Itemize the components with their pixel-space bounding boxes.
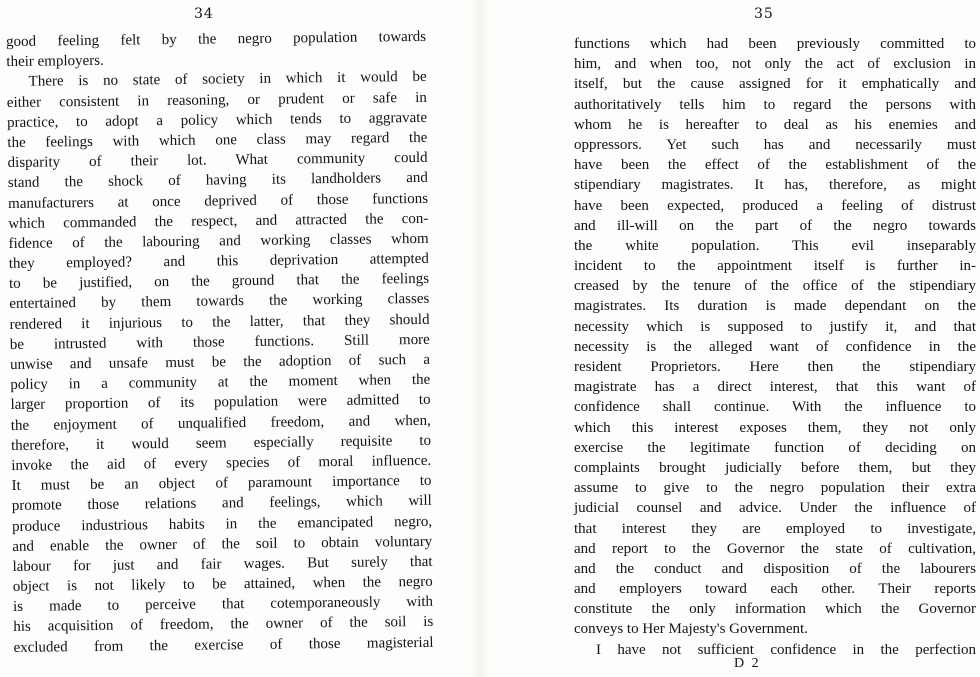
text-line: the white population. This evil inseparably	[574, 237, 976, 254]
text-line: their employers.	[6, 52, 104, 71]
right-page-number: 35	[754, 6, 774, 22]
text-line: magistrates. Its duration is made dependant on the	[574, 298, 976, 315]
text-line: they employed? and this deprivation attempted	[8, 250, 429, 273]
text-line: have been expected, produced a feeling of distrust	[574, 197, 976, 214]
text-line: which this interest exposes them, they not only	[574, 419, 976, 436]
text-line: stipendiary magistrates. It has, therefore, as might	[574, 177, 976, 194]
text-line: labour for just and fair wages. But surely that	[12, 553, 433, 575]
text-line: that interest they are employed to investigate,	[574, 520, 976, 537]
text-line: functions which had been previously committed to	[574, 36, 976, 52]
text-line: exercise the legitimate function of deciding on	[574, 439, 976, 456]
printer-signature-mark: D 2	[734, 656, 761, 671]
text-line: to be justified, on the ground that the feelings	[8, 271, 430, 293]
text-line: either consistent in reasoning, or prudent or safe in	[6, 89, 427, 111]
text-line: assume to give to the negro population their extra	[574, 480, 976, 497]
text-line: oppressors. Yet such has and necessarily must	[574, 136, 976, 153]
text-line: and report to the Governor the state of cultivation,	[574, 540, 976, 557]
text-line: produce industrious habits in the emancipated negro,	[11, 513, 433, 535]
text-line: whom he is hereafter to deal as his enemies and	[574, 116, 976, 133]
text-line: invoke the aid of every species of moral influence.	[11, 452, 432, 474]
text-line: judicial counsel and advice. Under the influence of	[574, 500, 976, 517]
left-page	[0, 0, 470, 677]
text-line: which commanded the respect, and attracted the con-	[8, 210, 429, 232]
text-line: stand the shock of having its landholders and	[7, 170, 428, 192]
text-line: conveys to Her Majesty's Government.	[574, 621, 808, 638]
text-line: good feeling felt by the negro population towards	[6, 28, 427, 50]
text-line: and the conduct and disposition of the labourers	[574, 560, 976, 577]
text-line: him, and when too, not only the act of exclusion in	[574, 56, 976, 73]
right-page-text	[574, 34, 976, 660]
text-line: be intrusted with those functions. Still more	[9, 331, 430, 353]
right-page	[490, 0, 980, 677]
text-line: It must be an object of paramount importance to	[11, 472, 432, 495]
text-line: object is not likely to be attained, when the negro	[12, 573, 433, 596]
text-line: manufacturers at once deprived of those functions	[7, 190, 429, 212]
text-line: confidence shall continue. With the influence to	[574, 399, 976, 416]
text-line: excluded from the exercise of those magisterial	[13, 634, 434, 656]
text-line: entertained by them towards the working classes	[9, 291, 430, 313]
text-line: policy in a community at the moment when the	[10, 372, 431, 394]
text-line: have been the effect of the establishment of the	[574, 157, 976, 174]
text-line: complaints brought judicially before them, but they	[574, 459, 976, 476]
text-line: I have not sufficient confidence in the perfection	[596, 641, 976, 658]
text-line: the enjoyment of unqualified freedom, and when,	[10, 412, 431, 434]
book-gutter	[470, 0, 490, 677]
text-line: promote those relations and feelings, which will	[11, 493, 432, 515]
text-line: larger proportion of its population were admitted to	[10, 392, 431, 414]
text-line: is made to perceive that cotemporaneously with	[12, 594, 434, 616]
text-line: fidence of the labouring and working classes whom	[8, 230, 429, 252]
text-line: necessity is the alleged want of confidence in the	[574, 338, 976, 355]
text-line: magistrate has a direct interest, that this want of	[574, 379, 976, 396]
text-line: incident to the appointment itself is further in-	[574, 258, 976, 275]
text-line: unwise and unsafe must be the adoption of such a	[9, 351, 431, 373]
text-line: creased by the tenure of the office of the stipendiary	[574, 278, 976, 295]
text-line: his acquisition of freedom, the owner of the soil is	[13, 614, 434, 636]
text-line: and enable the owner of the soil to obtain voluntary	[12, 533, 433, 555]
text-line: and ill-will on the part of the negro towards	[574, 217, 976, 234]
text-line: and employers toward each other. Their reports	[574, 581, 976, 598]
text-line: constitute the only information which the Governor	[574, 601, 976, 618]
text-line: the feelings with which one class may regard the	[7, 129, 428, 151]
text-line: There is no state of society in which it would be	[28, 69, 427, 91]
text-line: rendered it injurious to the latter, that they should	[9, 311, 430, 333]
left-page-text	[6, 27, 434, 658]
text-line: itself, but the cause assigned for it emphatically and	[574, 76, 976, 93]
text-line: therefore, it would seem especially requisite to	[10, 432, 432, 454]
text-line: disparity of their lot. What community could	[7, 149, 428, 172]
text-line: authoritatively tells him to regard the persons with	[574, 96, 976, 113]
text-line: resident Proprietors. Here then the stipendiary	[574, 359, 976, 375]
text-line: necessity which is supposed to justify it, and that	[574, 318, 976, 335]
left-page-number: 34	[194, 6, 214, 22]
text-line: practice, to adopt a policy which tends to aggravate	[7, 109, 428, 131]
